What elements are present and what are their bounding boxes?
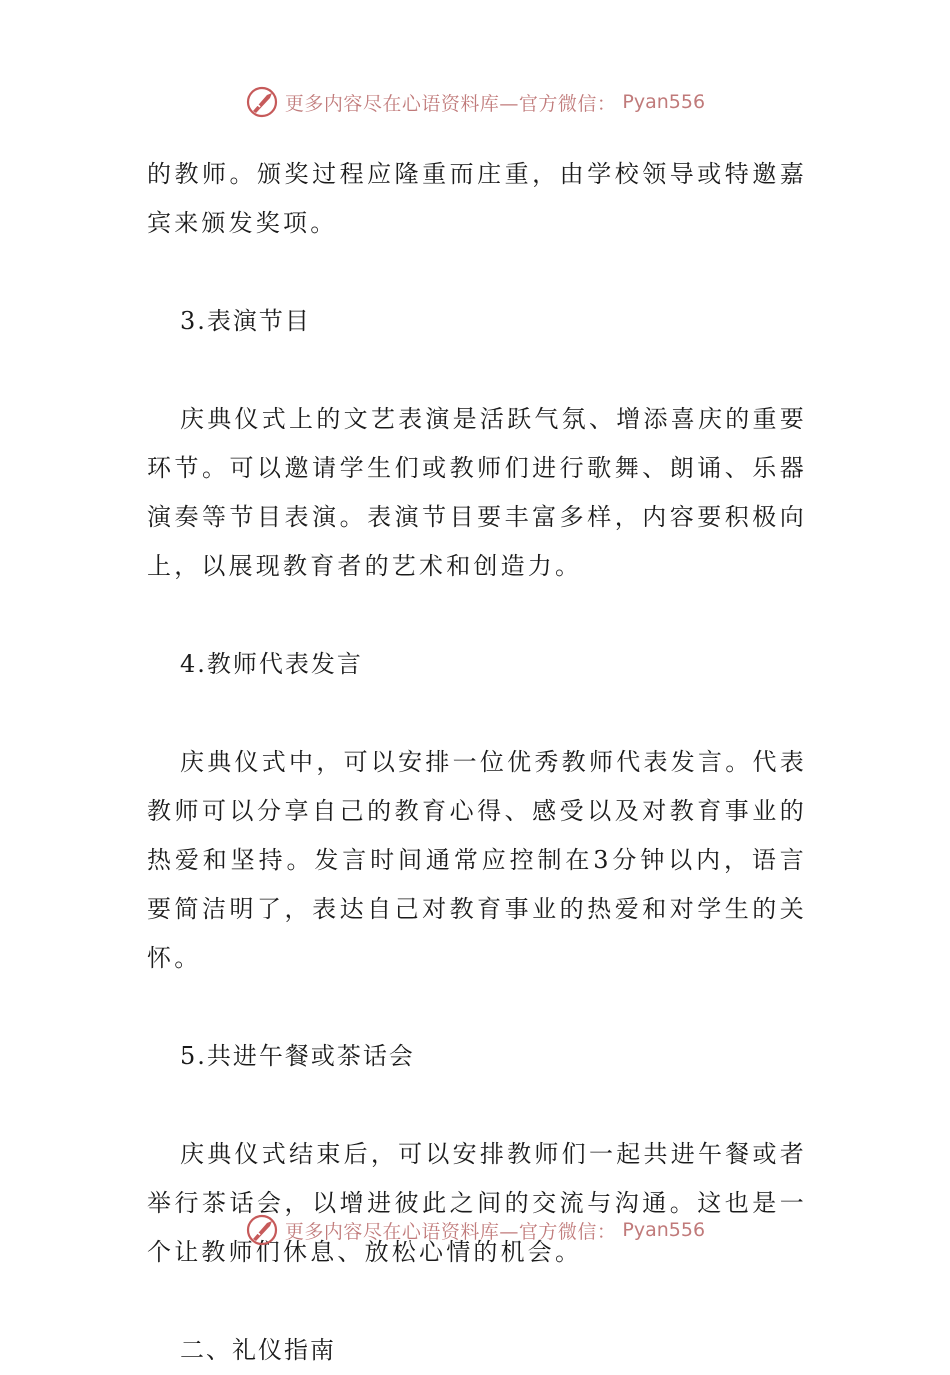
paragraph-performance: 庆典仪式上的文艺表演是活跃气氛、增添喜庆的重要环节。可以邀请学生们或教师们进行歌舞、朗诵、乐器演奏等节目表演。表演节目要丰富多样，内容要积极向上，以展现教育者的艺术和创造力。	[147, 405, 807, 580]
document-body	[147, 150, 807, 1375]
watermark-wechat-id: Pyan556	[622, 91, 706, 113]
watermark-wechat-id: Pyan556	[622, 1219, 706, 1241]
watermark-header	[0, 82, 950, 122]
chapter-heading-etiquette: 二、礼仪指南	[180, 1336, 336, 1364]
pen-logo-icon	[245, 1213, 279, 1247]
pen-logo-icon	[245, 85, 279, 119]
watermark-text: 更多内容尽在心语资料库—官方微信：	[284, 92, 617, 115]
watermark-text: 更多内容尽在心语资料库—官方微信：	[284, 1220, 617, 1243]
paragraph-continued: 的教师。颁奖过程应隆重而庄重，由学校领导或特邀嘉宾来颁发奖项。	[147, 160, 807, 237]
section-heading-3: 3.表演节目	[180, 307, 311, 335]
paragraph-teacher-speech: 庆典仪式中，可以安排一位优秀教师代表发言。代表教师可以分享自己的教育心得、感受以及对教育事业的热爱和坚持。发言时间通常应控制在3分钟以内，语言要简洁明了，表达自己对教育事业的热爱和对学生的关怀。	[147, 748, 807, 972]
section-heading-5: 5.共进午餐或茶话会	[180, 1042, 415, 1070]
watermark-footer	[0, 1210, 950, 1250]
paragraph-lunch-tea: 庆典仪式结束后，可以安排教师们一起共进午餐或者举行茶话会，以增进彼此之间的交流与沟通。这也是一个让教师们休息、放松心情的机会。	[147, 1140, 807, 1266]
section-heading-4: 4.教师代表发言	[180, 650, 363, 678]
